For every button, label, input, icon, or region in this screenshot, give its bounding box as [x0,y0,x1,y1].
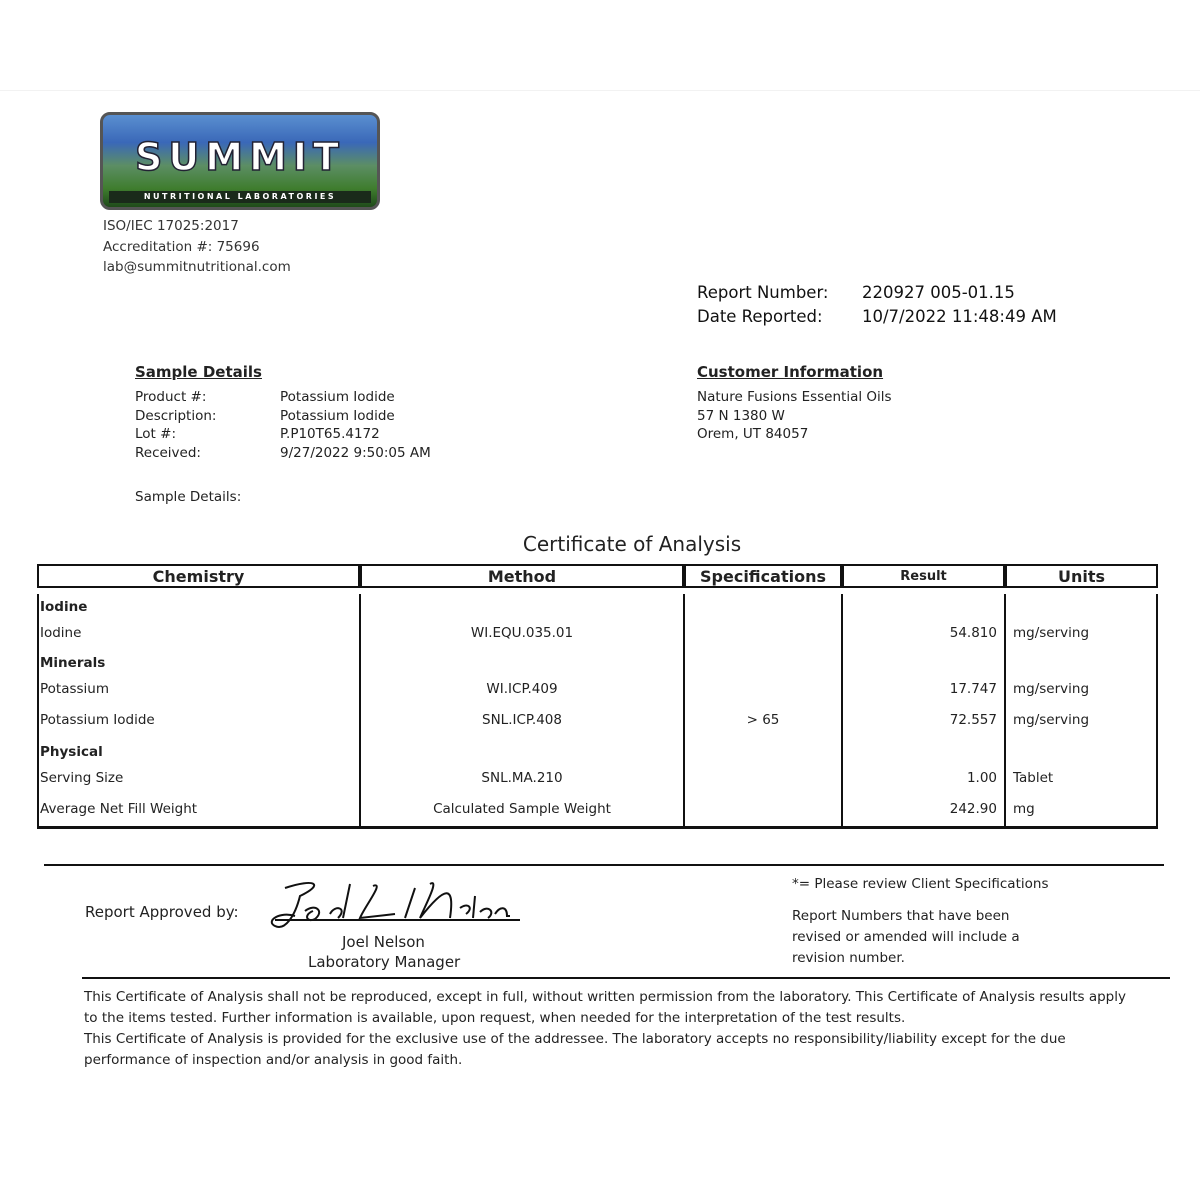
divider [44,864,1164,866]
lot-label: Lot #: [135,426,176,442]
analyte-name: Potassium [40,681,110,697]
divider [82,977,1170,979]
units: mg/serving [1013,625,1090,641]
analyte-name: Potassium Iodide [40,712,155,728]
sample-labels [135,388,216,462]
received-label: Received: [135,444,201,461]
result: 54.810 [949,625,997,641]
units: mg [1013,801,1035,817]
divider [37,594,39,828]
method: SNL.ICP.408 [482,712,562,728]
accreditation: Accreditation #: 75696 [103,239,260,255]
disclaimer-line: performance of inspection and/or analysis in good faith. [84,1052,463,1068]
analyte-name: Iodine [40,625,82,641]
customer-address [697,388,892,444]
disclaimer-line: This Certificate of Analysis is provided for the exclusive use of the addressee. The laboratory accepts no responsibility/liability except for the due [84,1031,1066,1047]
revision-note [792,906,1020,969]
result: 17.747 [949,681,997,697]
header-method: Method [360,564,684,588]
header-units: Units [1005,564,1158,588]
customer-street: 57 N 1380 W [697,407,785,424]
divider [1156,594,1158,828]
divider [0,90,1200,91]
logo-text: SUMMIT [135,135,345,179]
analyte-name: Average Net Fill Weight [40,801,198,817]
received-value: 9/27/2022 9:50:05 AM [280,444,431,461]
revision-note-line: revision number. [792,950,905,966]
sample-details-title: Sample Details [135,363,262,381]
disclaimer-line: to the items tested. Further information is available, upon request, when needed for the interpretation of the test results. [84,1010,906,1026]
sample-details-label: Sample Details: [135,489,242,505]
result: 1.00 [966,770,997,786]
specification: > 65 [746,712,780,728]
approved-by-label: Report Approved by: [85,903,239,921]
iso-standard: ISO/IEC 17025:2017 [103,218,239,234]
approver-name: Joel Nelson [342,933,425,951]
description-label: Description: [135,407,217,424]
report-number: 220927 005-01.15 [862,283,1015,302]
disclaimer-line: This Certificate of Analysis shall not be reproduced, except in full, without written permission from the laboratory. This Certificate of Analysis results apply [84,989,1126,1005]
result: 242.90 [949,801,997,817]
units: mg/serving [1013,681,1090,697]
description-value: Potassium Iodide [280,407,395,424]
summit-logo [100,112,380,210]
method: WI.EQU.035.01 [470,625,574,641]
customer-city: Orem, UT 84057 [697,426,809,442]
customer-name: Nature Fusions Essential Oils [697,389,892,405]
product-label: Product #: [135,389,207,405]
divider [1004,594,1006,828]
divider [37,826,1158,829]
certificate-title: Certificate of Analysis [522,532,742,556]
result: 72.557 [949,712,997,728]
method: SNL.MA.210 [481,770,563,786]
logo-subtext: NUTRITIONAL LABORATORIES [109,191,371,203]
customer-info-title: Customer Information [697,363,884,381]
date-reported-label: Date Reported: [697,307,823,326]
group-header: Physical [40,744,103,760]
method: Calculated Sample Weight [433,801,611,817]
header-result: Result [842,564,1005,588]
units: mg/serving [1013,712,1090,728]
header-specifications: Specifications [684,564,842,588]
group-header: Iodine [40,599,88,615]
product-value: Potassium Iodide [280,389,395,405]
sample-values [280,388,431,462]
disclaimer [84,987,1126,1071]
analyte-name: Serving Size [40,770,124,786]
revision-note-line: revised or amended will include a [792,929,1020,945]
group-header: Minerals [40,655,106,671]
header-chemistry: Chemistry [37,564,360,588]
report-number-label: Report Number: [697,283,829,302]
lot-value: P.P10T65.4172 [280,426,380,442]
method: WI.ICP.409 [486,681,558,697]
units: Tablet [1013,770,1054,786]
client-spec-note: *= Please review Client Specifications [792,876,1049,892]
date-reported: 10/7/2022 11:48:49 AM [862,307,1057,326]
approver-title: Laboratory Manager [308,953,461,971]
revision-note-line: Report Numbers that have been [792,908,1010,924]
signature [255,876,525,938]
lab-email: lab@summitnutritional.com [103,259,291,275]
